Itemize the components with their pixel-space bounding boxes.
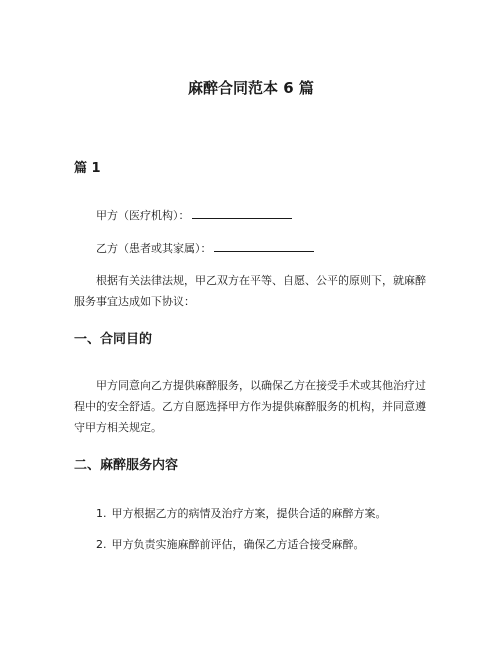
party-a-label: 甲方（医疗机构）：	[96, 209, 190, 222]
purpose-paragraph: 甲方同意向乙方提供麻醉服务，以确保乙方在接受手术或其他治疗过程中的安全舒适。乙方自愿选择甲方作为提供麻醉服务的机构，并同意遵守甲方相关规定。	[74, 379, 426, 434]
party-a-line	[96, 207, 292, 224]
section-heading-purpose: 一、合同目的	[74, 332, 153, 347]
list-item-text: 甲方根据乙方的病情及治疗方案，提供合适的麻醉方案。	[111, 507, 387, 520]
party-b-label: 乙方（患者或其家属）：	[96, 242, 212, 255]
list-item-number: 2.	[96, 538, 107, 551]
party-a-blank	[192, 207, 292, 219]
article-heading: 篇 1	[74, 161, 101, 176]
list-item-number: 1.	[96, 507, 107, 520]
list-item	[96, 537, 365, 553]
party-b-line	[96, 240, 314, 257]
intro-paragraph: 根据有关法律法规，甲乙双方在平等、自愿、公平的原则下，就麻醉服务事宜达成如下协议：	[74, 274, 426, 308]
section-heading-services: 二、麻醉服务内容	[74, 458, 179, 473]
document-title: 麻醉合同范本 6 篇	[188, 79, 314, 97]
list-item	[96, 506, 387, 522]
list-item-text: 甲方负责实施麻醉前评估，确保乙方适合接受麻醉。	[111, 538, 365, 551]
party-b-blank	[214, 240, 314, 252]
